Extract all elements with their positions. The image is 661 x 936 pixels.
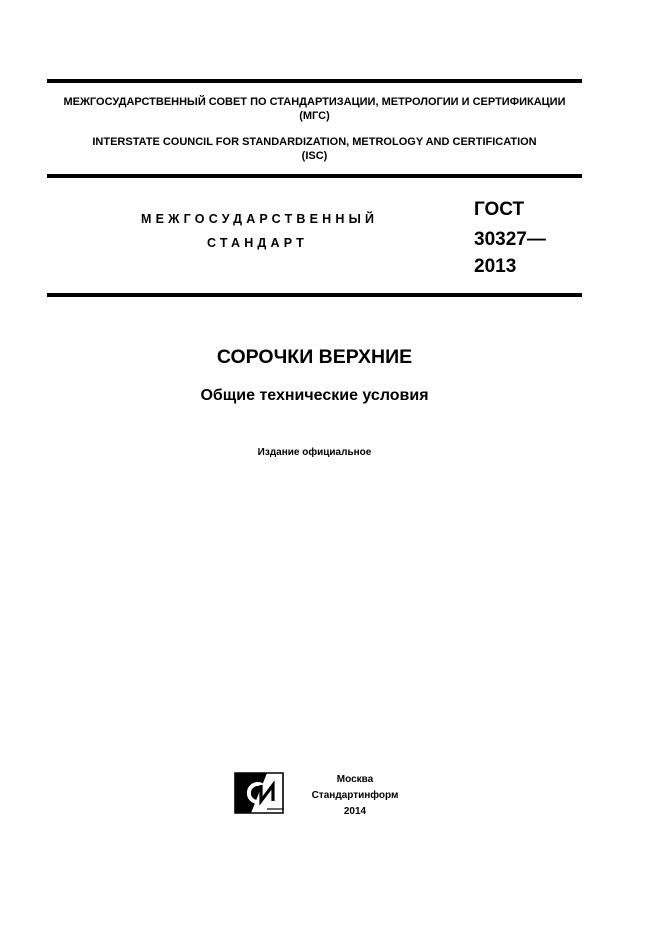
gost-label: ГОСТ (474, 199, 525, 220)
standard-type-line1: МЕЖГОСУДАРСТВЕННЫЙ (141, 212, 379, 226)
council-abbr-ru: (МГС) (299, 110, 330, 122)
publisher-name: Стандартинформ (311, 790, 399, 801)
gost-year: 2013 (474, 256, 517, 277)
gost-number: 30327— (474, 229, 546, 250)
middle-rule (47, 174, 582, 178)
council-name-en: INTERSTATE COUNCIL FOR STANDARDIZATION, METROLOGY AND CERTIFICATION (92, 136, 537, 148)
publisher-city: Москва (336, 774, 374, 785)
council-name-ru: МЕЖГОСУДАРСТВЕННЫЙ СОВЕТ ПО СТАНДАРТИЗАЦИИ, МЕТРОЛОГИИ И СЕРТИФИКАЦИИ (63, 96, 566, 108)
publication-year: 2014 (343, 806, 367, 817)
bottom-rule (47, 293, 582, 297)
standartinform-logo-icon (233, 771, 285, 815)
standard-type-line2: СТАНДАРТ (207, 236, 308, 250)
edition-note: Издание официальное (257, 447, 372, 458)
top-rule (47, 79, 582, 83)
council-abbr-en: (ISC) (301, 150, 328, 162)
document-title: СОРОЧКИ ВЕРХНИЕ (216, 346, 413, 368)
document-subtitle: Общие технические условия (200, 387, 429, 404)
